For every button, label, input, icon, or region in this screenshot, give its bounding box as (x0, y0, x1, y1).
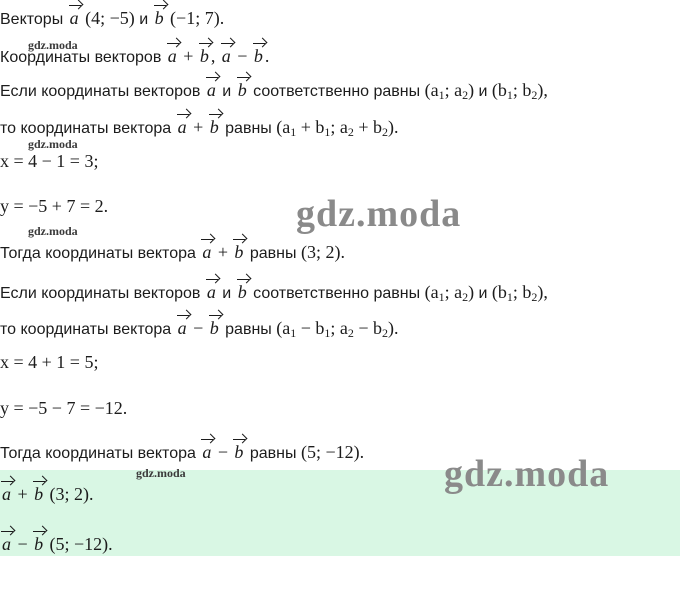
vector-a: a (202, 442, 212, 462)
vector-b: b (237, 282, 247, 302)
coords-formula: ($a_1 + b_1$; $a_2 + b_2$). (276, 117, 399, 139)
vector-b: b (34, 534, 44, 554)
coords-formula: ($a_1 - b_1$; $a_2 - b_2$). (276, 318, 399, 340)
text: Если координаты векторов (0, 83, 201, 100)
diff-result-line: Тогда координаты вектора a − b равны (5; −12). (0, 442, 365, 462)
text: Тогда координаты вектора (0, 245, 196, 262)
text: соответственно равны (253, 83, 421, 100)
coords-formula: ($a_1$; $a_2$) (424, 282, 475, 304)
vector-a: a (2, 534, 11, 554)
vector-a: a (221, 46, 231, 66)
coords-a: (4; −5) (85, 8, 135, 28)
vector-b: b (237, 80, 247, 100)
calc-y-diff: y = −5 − 7 = −12. (0, 398, 128, 418)
text: то координаты вектора (0, 120, 172, 137)
answer-diff: a − b (5; −12). (2, 534, 113, 554)
coords-b: (−1; 7). (170, 8, 225, 28)
watermark-small: gdz.moda (28, 38, 78, 52)
vector-a: a (2, 484, 11, 504)
vector-b: b (209, 318, 219, 338)
sum-result-line: Тогда координаты вектора a + b равны (3; 2). (0, 242, 345, 262)
calc-y-sum: y = −5 + 7 = 2. (0, 196, 109, 216)
text: равны (225, 321, 272, 338)
watermark-small: gdz.moda (28, 224, 78, 238)
vector-a: a (177, 318, 187, 338)
vector-a: a (202, 242, 212, 262)
text: равны (249, 245, 297, 262)
text: и (478, 285, 488, 302)
vector-b: b (34, 484, 44, 504)
calc-x-diff: x = 4 + 1 = 5; (0, 352, 99, 372)
result-coords: (3; 2). (300, 242, 345, 262)
watermark-small: gdz.moda (28, 137, 78, 151)
answer-sum: a + b (3; 2). (2, 484, 94, 504)
vector-a: a (206, 80, 216, 100)
vector-a: a (177, 117, 187, 137)
text: и (222, 285, 232, 302)
given-vectors-line (0, 8, 224, 30)
coords-formula: ($b_1$; $b_2$), (491, 282, 548, 304)
vector-b: b (234, 242, 244, 262)
text: Координаты векторов (0, 49, 162, 66)
rule-diff-result-line: то координаты вектора a − b равны ($a_1 - b_1$; $a_2 - b_2$). (0, 318, 399, 340)
rule-sum-line (0, 80, 548, 105)
watermark-small: gdz.moda (136, 466, 186, 480)
coords-formula: ($b_1$; $b_2$), (491, 80, 548, 102)
vector-b: b (154, 8, 164, 28)
vector-a: a (69, 8, 79, 28)
answer-coords: (5; −12). (49, 534, 113, 554)
watermark-large: gdz.moda (296, 193, 462, 235)
rule-sum-result-line: то координаты вектора a + b равны ($a_1 + b_1$; $a_2 + b_2$). (0, 117, 399, 139)
text: равны (225, 120, 272, 137)
result-coords: (5; −12). (300, 442, 365, 462)
text: и (139, 11, 149, 28)
vector-b: b (199, 46, 209, 66)
text: и (222, 83, 232, 100)
vector-b: b (253, 46, 263, 66)
answer-coords: (3; 2). (49, 484, 94, 504)
vector-a: a (167, 46, 177, 66)
text: Векторы (0, 11, 64, 28)
text: соответственно равны (253, 285, 421, 302)
vector-b: b (234, 442, 244, 462)
text: равны (249, 445, 297, 462)
task-line: Координаты векторов a + b , a − b . (0, 46, 270, 66)
watermark-large: gdz.moda (444, 453, 610, 495)
text: и (478, 83, 488, 100)
text: Тогда координаты вектора (0, 445, 196, 462)
vector-a: a (206, 282, 216, 302)
coords-formula: ($a_1$; $a_2$) (424, 80, 475, 102)
text: то координаты вектора (0, 321, 172, 338)
text: Если координаты векторов (0, 285, 201, 302)
vector-b: b (209, 117, 219, 137)
calc-x-sum: x = 4 − 1 = 3; (0, 151, 99, 171)
rule-diff-line (0, 282, 548, 307)
